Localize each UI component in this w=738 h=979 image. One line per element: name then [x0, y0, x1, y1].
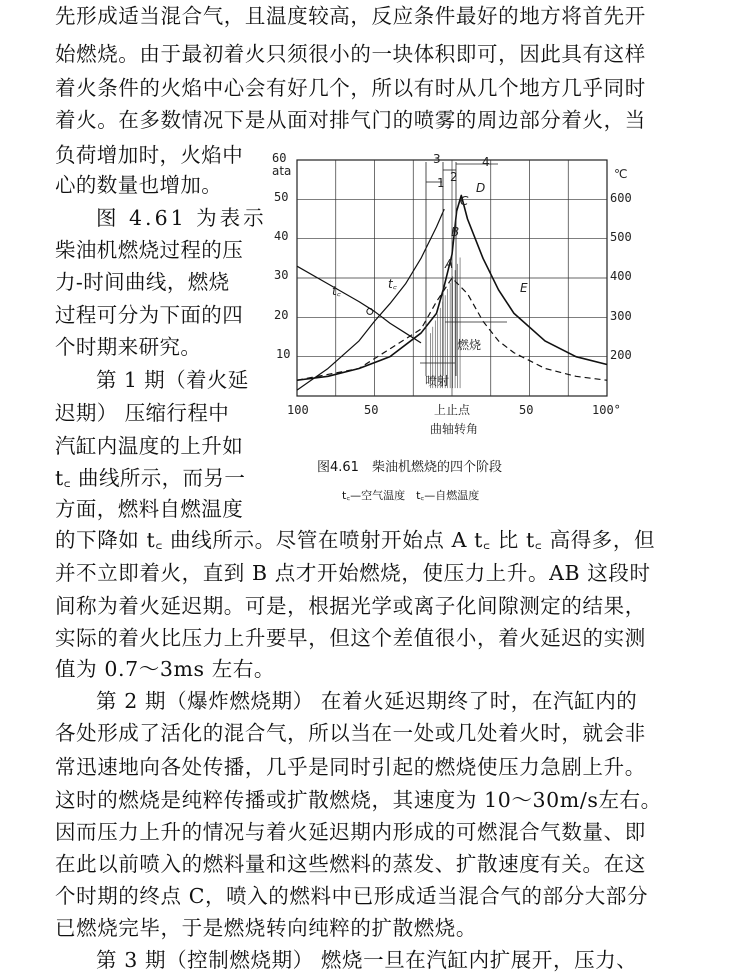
combustion-label: 燃烧	[457, 338, 482, 352]
text-line: 常迅速地向各处传播，几乎是同时引起的燃烧使压力急剧上升。	[55, 755, 646, 779]
x-tick: 100°	[592, 403, 621, 417]
text-line: 因而压力上升的情况与着火延迟期内形成的可燃混合气数量、即	[55, 820, 646, 844]
y-tick: 10	[276, 347, 291, 361]
curve-label: t꜀	[388, 277, 397, 291]
text-line: 第 3 期（控制燃烧期） 燃烧一旦在汽缸内扩展开，压力、	[96, 948, 638, 972]
x-axis-label: 曲轴转角	[430, 422, 479, 436]
y-tick: 20	[274, 308, 289, 322]
y-tick: 30	[274, 268, 289, 282]
y2-tick: 300	[610, 309, 632, 323]
text-line: 各处形成了活化的混合气，所以当在一处或几处着火时，就会非	[55, 721, 646, 745]
y-tick: 60	[272, 151, 287, 165]
text-line: 个时期来研究。	[55, 335, 202, 359]
y-left-unit: ata	[272, 164, 292, 178]
text-line: 实际的着火比压力上升要早，但这个差值很小，着火延迟的实测	[55, 626, 646, 650]
text-line: 个时期的终点 C，喷入的燃料中已形成适当混合气的部分大部分	[55, 884, 649, 908]
text-line: 着火条件的火焰中心会有好几个，所以有时从几个地方几乎同时	[55, 76, 646, 100]
x-center-label: 上止点	[434, 403, 471, 417]
y2-tick: 500	[610, 230, 632, 244]
point-label: E	[520, 281, 528, 295]
point-label: B	[451, 225, 460, 239]
y2-tick: 600	[610, 191, 632, 205]
figure-caption: 图4.61 柴油机燃烧的四个阶段	[317, 460, 502, 475]
injection-label: 喷射	[425, 374, 450, 388]
text-line: 已燃烧完毕，于是燃烧转向纯粹的扩散燃烧。	[55, 916, 477, 940]
phase-label: 4	[482, 155, 490, 169]
figure-4-61	[262, 140, 632, 512]
y-tick: 50	[274, 190, 289, 204]
text-line: 值为 0.7～3ms 左右。	[55, 657, 276, 681]
text-line: 力-时间曲线，燃烧	[55, 270, 230, 294]
grid	[297, 160, 607, 396]
x-tick: 50	[364, 403, 379, 417]
y-tick: 40	[274, 229, 289, 243]
phase-label: 3	[433, 152, 441, 166]
text-line: 心的数量也增加。	[55, 173, 223, 197]
text-line: 在此以前喷入的燃料量和这些燃料的蒸发、扩散速度有关。在这	[55, 852, 646, 876]
text-line: 这时的燃烧是纯粹传播或扩散燃烧，其速度为 10～30m/s左右。	[55, 788, 662, 812]
text-line: 汽缸内温度的上升如	[55, 434, 244, 458]
x-tick: 50	[519, 403, 534, 417]
text-line: 着火。在多数情况下是从面对排气门的喷雾的周边部分着火，当	[55, 108, 646, 132]
text-line: 的下降如 t꜀ 曲线所示。尽管在喷射开始点 A t꜀ 比 t꜀ 高得多，但	[55, 528, 656, 552]
x-tick: 100	[287, 403, 309, 417]
figure-legend: t꜀—空气温度 t꜀—自燃温度	[342, 489, 480, 502]
text-line: 迟期） 压缩行程中	[55, 401, 230, 425]
point-label: C	[460, 194, 469, 208]
text-line: t꜀ 曲线所示，而另一	[55, 466, 246, 490]
text-line: 并不立即着火，直到 B 点才开始燃烧，使压力上升。AB 这段时	[55, 561, 651, 585]
ignition-delay-hatch	[430, 258, 460, 389]
point-label: D	[476, 181, 486, 195]
text-line: 方面，燃料自燃温度	[55, 497, 244, 521]
text-line: 始燃烧。由于最初着火只须很小的一块体积即可，因此具有这样	[55, 42, 646, 66]
text-line: 图 4.61 为表示	[96, 206, 267, 230]
text-line: 第 2 期（爆炸燃烧期） 在着火延迟期终了时，在汽缸内的	[96, 689, 638, 713]
text-line: 负荷增加时，火焰中	[55, 143, 244, 167]
phase-label: 2	[450, 170, 458, 184]
text-line: 先形成适当混合气，且温度较高，反应条件最好的地方将首先开	[55, 4, 646, 28]
y-right-unit: ℃	[614, 167, 628, 181]
text-line: 柴油机燃烧过程的压	[55, 238, 244, 262]
phase-label: 1	[437, 176, 445, 190]
intersection-point	[367, 308, 373, 314]
point-label: A	[445, 257, 454, 271]
curve-label: t꜀	[332, 284, 341, 298]
y2-tick: 400	[610, 269, 632, 283]
text-line: 过程可分为下面的四	[55, 303, 244, 327]
text-line: 间称为着火延迟期。可是，根据光学或离子化间隙测定的结果，	[55, 594, 646, 618]
y2-tick: 200	[610, 348, 632, 362]
pressure-time-chart	[262, 140, 632, 512]
text-line: 第 1 期（着火延	[96, 368, 249, 392]
